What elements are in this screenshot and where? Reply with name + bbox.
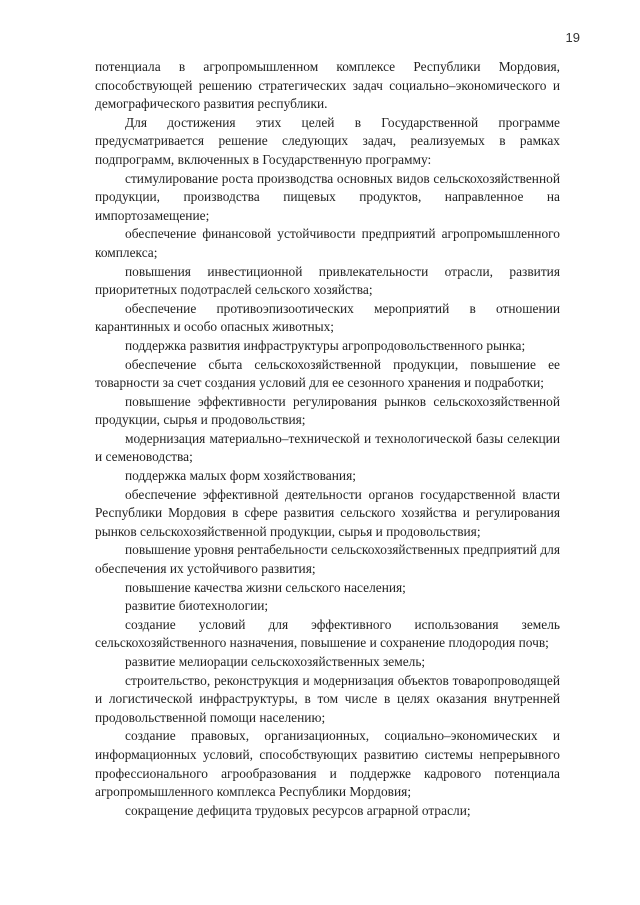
task-item: создание условий для эффективного использования земель сельскохозяйственного назначения, повышение и сохранение плодородия почв; [95, 616, 560, 651]
task-item: повышения инвестиционной привлекательности отрасли, развития приоритетных подотраслей сельского хозяйства; [95, 263, 560, 298]
task-item: создание правовых, организационных, социально–экономических и информационных условий, способствующих развитию системы непрерывного профессионального агрообразования и поддержке кадрового потенциала агропромышленного комплекса Республики Мордовия; [95, 728, 560, 800]
task-item: развитие мелиорации сельскохозяйственных земель; [125, 654, 426, 669]
task-item: обеспечение сбыта сельскохозяйственной продукции, повышение ее товарности за счет создания условий для ее сезонного хранения и подработки; [95, 356, 560, 391]
task-item: поддержка малых форм хозяйствования; [125, 468, 356, 484]
paragraph: потенциала в агропромышленном комплексе Республики Мордовия, способствующей решению стратегических задач социально–экономического и демографического развития республики. [95, 59, 560, 112]
body-text [95, 58, 560, 820]
task-item: повышение качества жизни сельского населения; [125, 579, 406, 595]
task-item: обеспечение эффективной деятельности органов государственной власти Республики Мордовия в сфере развития сельского хозяйства и регулирования рынков сельскохозяйственной продукции, сырья и продовольствия; [95, 486, 560, 539]
task-item: сокращение дефицита трудовых ресурсов аграрной отрасли; [125, 802, 471, 818]
task-item: развитие биотехнологии; [125, 598, 269, 614]
task-item: обеспечение финансовой устойчивости предприятий агропромышленного комплекса; [95, 226, 560, 260]
page-number: 19 [565, 30, 580, 45]
task-item: обеспечение противоэпизоотических мероприятий в отношении карантинных и особо опасных животных; [95, 300, 560, 335]
task-item: модернизация материально–технической и технологической базы селекции и семеноводства; [95, 430, 560, 465]
task-item: стимулирование роста производства основных видов сельскохозяйственной продукции, производства пищевых продуктов, направленное на импортозамещение; [95, 170, 560, 223]
task-item: повышение уровня рентабельности сельскохозяйственных предприятий для обеспечения их устойчивого развития; [95, 542, 560, 577]
task-item: строительство, реконструкция и модернизация объектов товаропроводящей и логистической инфраструктуры, в том числе в целях оказания внутренней продовольственной помощи населению; [95, 672, 560, 725]
task-item: поддержка развития инфраструктуры агропродовольственного рынка; [125, 337, 526, 353]
paragraph: Для достижения этих целей в Государственной программе предусматривается решение следующих задач, реализуемых в рамках подпрограмм, включенных в Государственную программу: [95, 114, 560, 167]
task-item: повышение эффективности регулирования рынков сельскохозяйственной продукции, сырья и продовольствия; [95, 393, 560, 428]
